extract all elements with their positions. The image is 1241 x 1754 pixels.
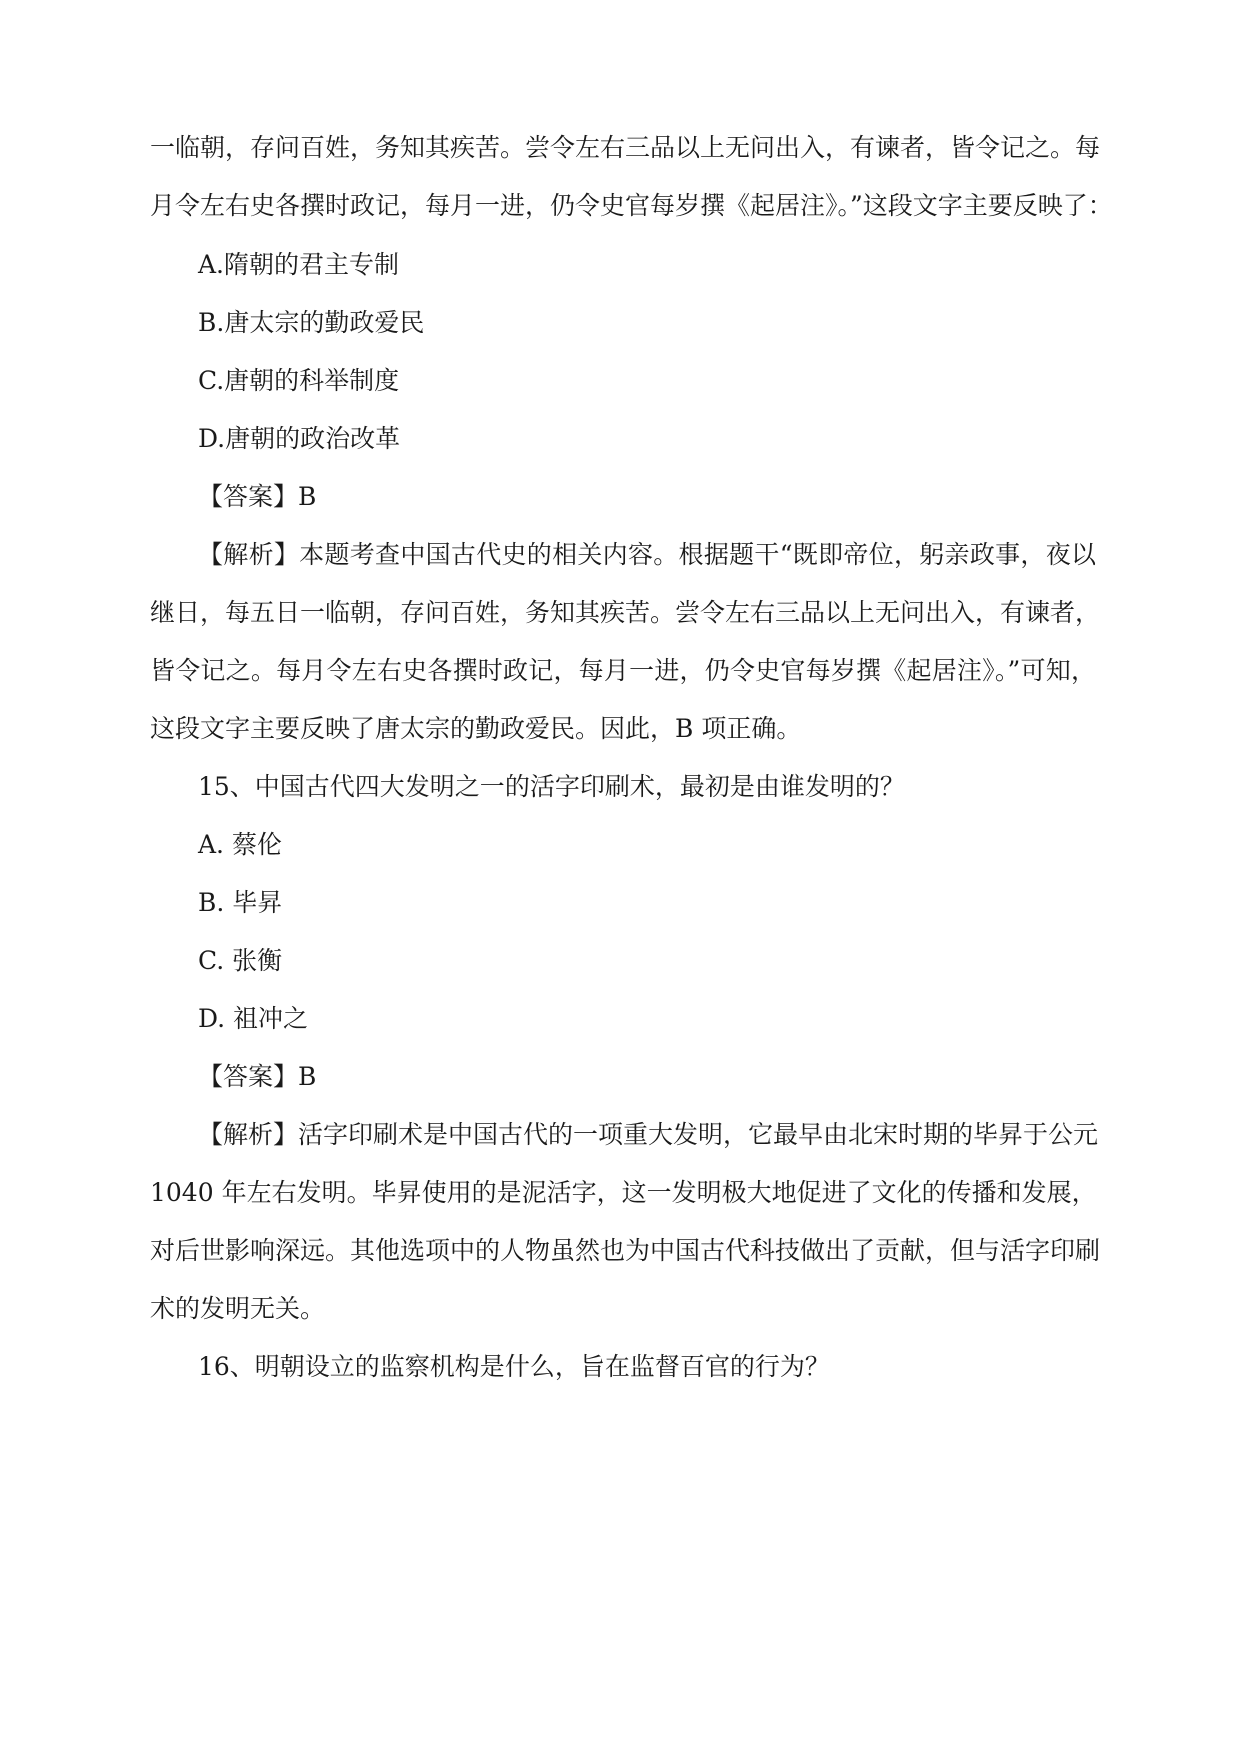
q14-answer: 【答案】B — [198, 482, 317, 511]
q14-analysis-line-4: 这段文字主要反映了唐太宗的勤政爱民。因此，B 项正确。 — [150, 714, 802, 743]
q14-option-a: A.隋朝的君主专制 — [198, 250, 400, 279]
q15-analysis-line-1: 【解析】活字印刷术是中国古代的一项重大发明，它最早由北宋时期的毕昇于公元 — [198, 1120, 1099, 1149]
q15-option-b: B. 毕昇 — [198, 888, 283, 917]
q15-option-a: A. 蔡伦 — [198, 830, 282, 859]
q15-answer: 【答案】B — [198, 1062, 317, 1091]
q15-option-c: C. 张衡 — [198, 946, 283, 975]
q15-analysis-line-4: 术的发明无关。 — [150, 1294, 326, 1323]
q14-analysis-line-3: 皆令记之。每月令左右史各撰时政记，每月一进，仍令史官每岁撰《起居注》。”可知， — [150, 656, 1096, 685]
q14-option-b: B.唐太宗的勤政爱民 — [198, 308, 425, 337]
q14-option-d: D.唐朝的政治改革 — [198, 424, 401, 453]
q14-stem-line-1: 一临朝，存问百姓，务知其疾苦。尝令左右三品以上无问出入，有谏者，皆令记之。每 — [150, 133, 1101, 162]
q14-analysis-line-1: 【解析】本题考查中国古代史的相关内容。根据题干“既即帝位，躬亲政事，夜以 — [198, 540, 1096, 569]
q14-stem-line-2: 月令左右史各撰时政记，每月一进，仍令史官每岁撰《起居注》。”这段文字主要反映了： — [150, 191, 1113, 220]
q14-analysis-line-2: 继日，每五日一临朝，存问百姓，务知其疾苦。尝令左右三品以上无问出入，有谏者， — [150, 598, 1101, 627]
q15-option-d: D. 祖冲之 — [198, 1004, 309, 1033]
q16-question: 16、明朝设立的监察机构是什么，旨在监督百官的行为？ — [198, 1352, 830, 1381]
q15-analysis-line-3: 对后世影响深远。其他选项中的人物虽然也为中国古代科技做出了贡献，但与活字印刷 — [150, 1236, 1101, 1265]
q15-analysis-line-2: 1040 年左右发明。毕昇使用的是泥活字，这一发明极大地促进了文化的传播和发展， — [150, 1178, 1097, 1207]
q14-option-c: C.唐朝的科举制度 — [198, 366, 400, 395]
q15-question: 15、中国古代四大发明之一的活字印刷术，最初是由谁发明的？ — [198, 772, 905, 801]
